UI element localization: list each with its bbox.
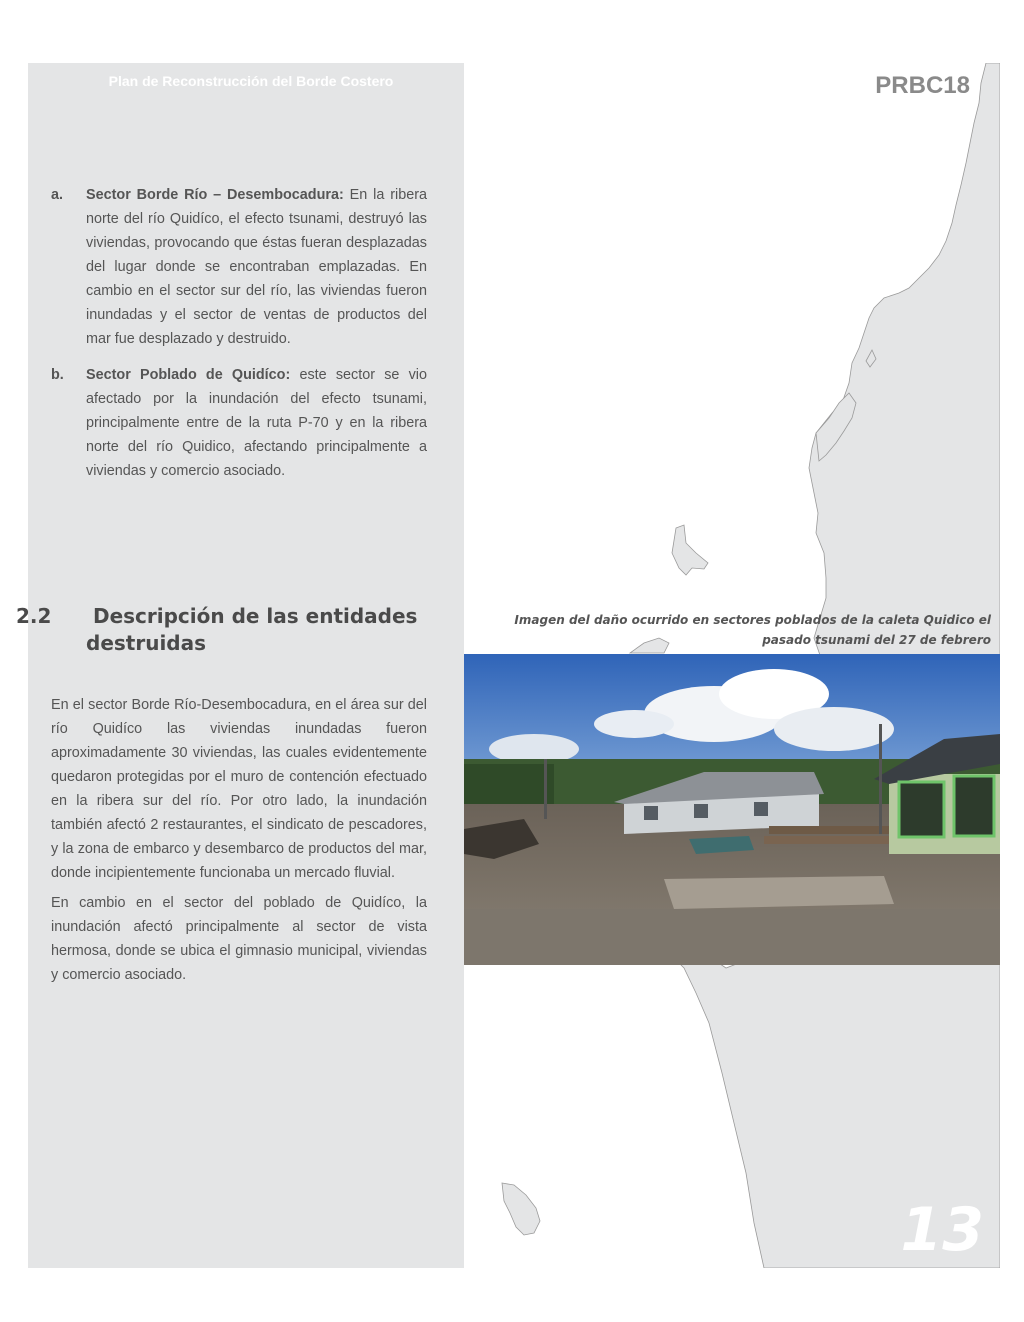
tsunami-damage-photo	[464, 654, 1000, 965]
page-number: 13	[900, 1195, 984, 1265]
section-title: Descripción de las entidades destruidas	[86, 604, 418, 655]
header-title: Plan de Reconstrucción del Borde Costero	[108, 73, 394, 89]
island-shape	[502, 1183, 540, 1235]
list-marker: a.	[51, 187, 64, 203]
section-number: 2.2	[16, 604, 52, 628]
list-item-body: este sector se vio afectado por la inundación del efecto tsunami, principalmente entre de la ruta P-70 y en la ribera norte del río Quidico, afectando principalmente a viviendas y comercio asociado.	[86, 367, 427, 479]
section-heading	[16, 603, 431, 657]
list-item-body: En la ribera norte del río Quidíco, el efecto tsunami, destruyó las viviendas, provocando que éstas fueran desplazadas del lugar donde se encontraban emplazadas. En cambio en el sector sur del río, las viviendas fueron inundadas y el sector de ventas de productos del mar fue desplazado y destruido.	[86, 187, 428, 347]
list-item-text	[86, 183, 427, 351]
list-item-title: Sector Poblado de Quidíco:	[86, 367, 291, 383]
list-item-title: Sector Borde Río – Desembocadura:	[86, 187, 344, 203]
sector-list	[51, 183, 427, 495]
document-code: PRBC18	[875, 72, 970, 99]
island-shape	[672, 525, 708, 575]
list-item-text	[86, 363, 427, 483]
body-text	[51, 693, 427, 993]
left-panel	[16, 63, 464, 1268]
paragraph: En el sector Borde Río-Desembocadura, en el área sur del río Quidíco las viviendas inundadas fueron aproximadamente 30 viviendas, las cuales evidentemente quedaron protegidas por el muro de contención efectuado en la ribera sur del río. Por otro lado, la inundación también afectó 2 restaurantes, el sindicato de pescadores, y la zona de embarco y desembarco de productos del mar, donde incipientemente funcionaba un mercado fluvial.	[51, 697, 427, 881]
list-item	[51, 363, 427, 483]
paragraph: En cambio en el sector del poblado de Quidíco, la inundación afectó principalmente al sector de vista hermosa, donde se ubica el gimnasio municipal, viviendas y comercio asociado.	[51, 895, 427, 983]
photo-caption: Imagen del daño ocurrido en sectores poblados de la caleta Quidico el pasado tsunami del 27 de febrero	[514, 613, 991, 647]
list-item	[51, 183, 427, 351]
list-marker: b.	[51, 367, 64, 383]
